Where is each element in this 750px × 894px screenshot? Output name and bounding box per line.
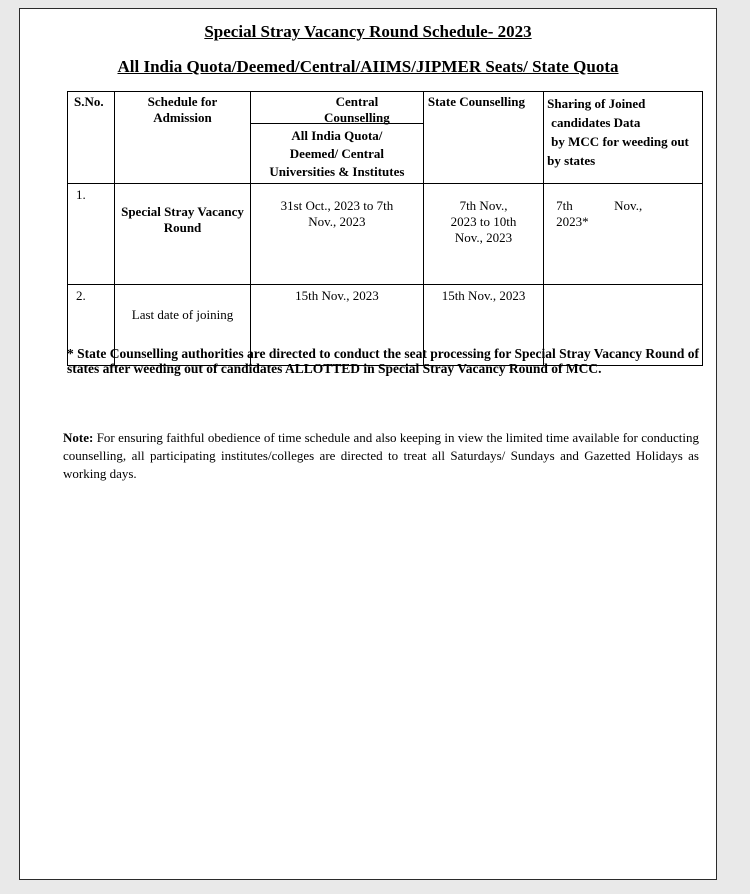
header-state-counselling: State Counselling: [423, 92, 543, 184]
header-sharing-line1: Sharing of Joined: [547, 96, 646, 111]
row1-state-line1: 7th Nov.,: [459, 198, 508, 213]
header-sharing-line2: candidates Data: [551, 115, 641, 130]
header-central-sub: [251, 124, 423, 183]
row1-sharing: [544, 184, 703, 285]
note-label: Note:: [63, 430, 94, 445]
header-central-line2: Counselling: [324, 110, 390, 125]
table-row: [68, 184, 703, 285]
row1-sno: 1.: [68, 184, 115, 285]
header-central-sub-line1: All India Quota/: [291, 128, 383, 143]
row1-central-line1: 31st Oct., 2023 to 7th: [280, 198, 394, 213]
row1-sharing-year: 2023*: [556, 214, 589, 229]
header-central-line1: Central: [335, 94, 379, 109]
header-central-top: [251, 92, 423, 124]
row1-schedule: [115, 184, 251, 285]
row1-state-line2: 2023 to 10th: [450, 214, 517, 229]
row1-state: [423, 184, 543, 285]
header-central-sub-line3: Universities & Institutes: [269, 164, 405, 179]
note-text: For ensuring faithful obedience of time schedule and also keeping in view the limited time available for conducting counselling, all participating institutes/colleges are directed to treat all Saturdays/ Sundays and Gazetted Holidays as working days.: [63, 430, 699, 481]
document-page: [19, 8, 717, 880]
row1-sharing-month: Nov.,: [614, 198, 643, 213]
header-sharing-line3: by MCC for weeding out: [551, 134, 689, 149]
row1-state-line3: Nov., 2023: [454, 230, 513, 245]
row1-schedule-line1: Special Stray Vacancy: [121, 204, 244, 219]
row2-schedule: Last date of joining: [115, 285, 251, 366]
page-subtitle: All India Quota/Deemed/Central/AIIMS/JIPMER Seats/ State Quota: [117, 57, 619, 76]
row1-sharing-day: 7th: [556, 198, 573, 213]
header-schedule-line2: Admission: [153, 110, 212, 125]
row2-state: 15th Nov., 2023: [423, 285, 543, 366]
header-schedule-line1: Schedule for: [147, 94, 218, 109]
header-sharing-line4: by states: [547, 153, 596, 168]
header-sharing: [544, 92, 703, 184]
header-central-counselling: [250, 92, 423, 184]
header-sno: S.No.: [68, 92, 115, 184]
footnote-state-counselling: * State Counselling authorities are directed to conduct the seat processing for Special Stray Vacancy Round of states after weeding out of candidates ALLOTTED in Special Stray Vacancy Round of MCC.: [67, 346, 699, 376]
header-central-sub-line2: Deemed/ Central: [289, 146, 385, 161]
page-title: Special Stray Vacancy Round Schedule- 2023: [204, 22, 532, 41]
note-paragraph: [63, 429, 699, 483]
row1-central-line2: Nov., 2023: [308, 214, 366, 229]
row1-central: [250, 184, 423, 285]
row2-central: 15th Nov., 2023: [250, 285, 423, 366]
row2-sno: 2.: [68, 285, 115, 366]
table-header-row: [68, 92, 703, 184]
header-schedule: [115, 92, 251, 184]
schedule-table: [67, 91, 703, 366]
row1-schedule-line2: Round: [163, 220, 202, 235]
